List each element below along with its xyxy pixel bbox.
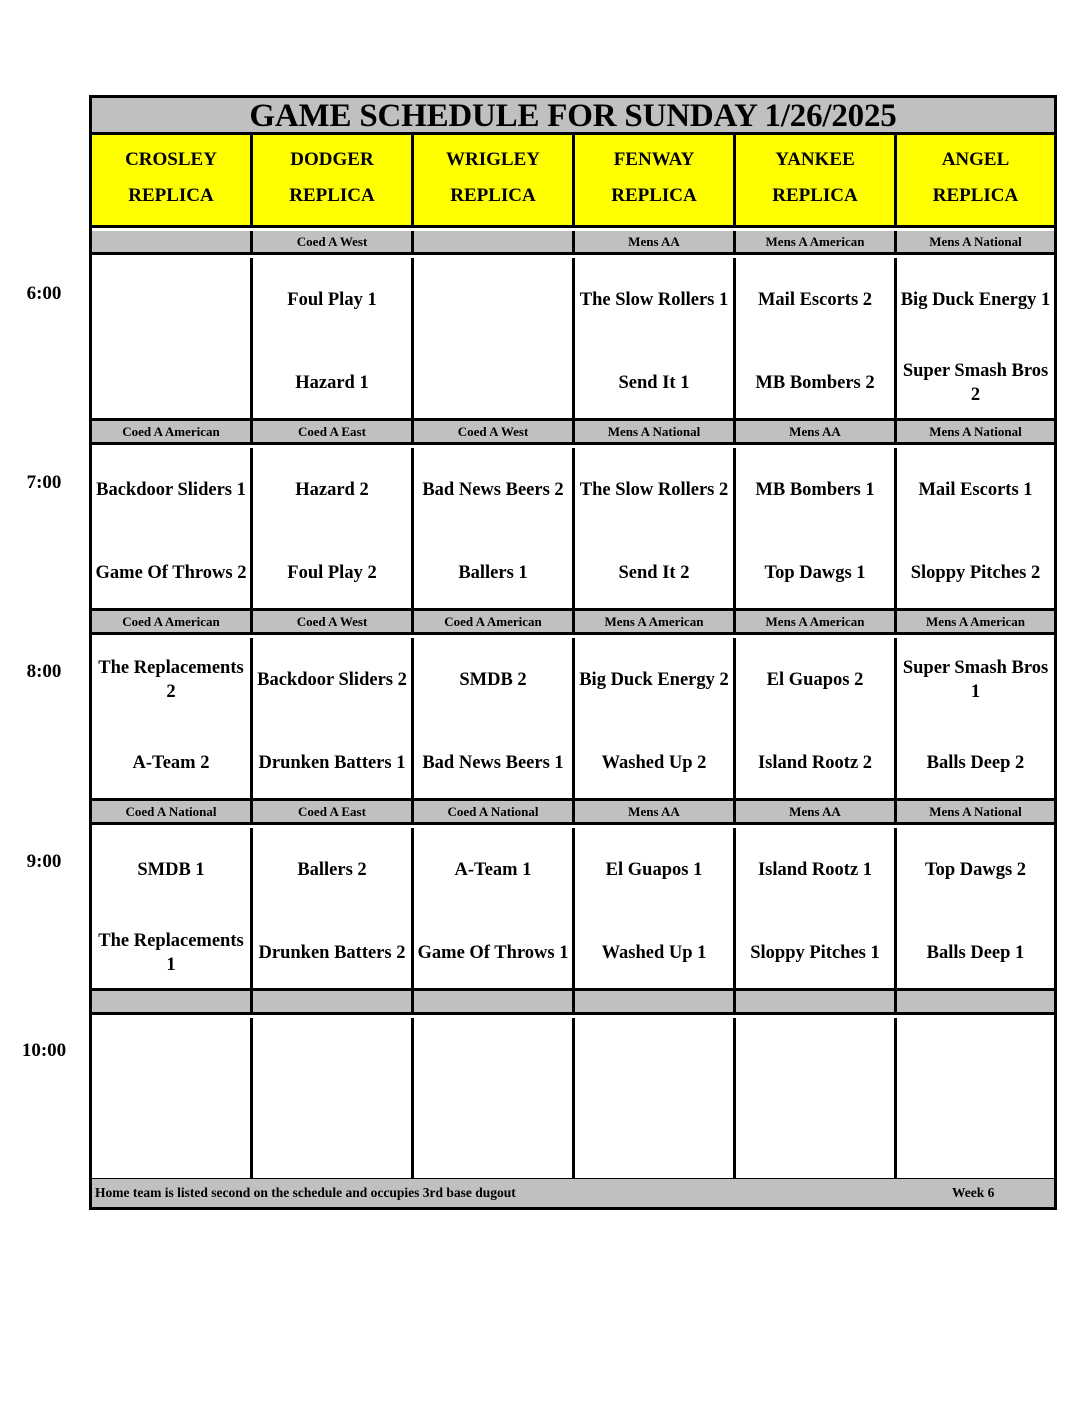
home-team: Super Smash Bros 2	[902, 361, 1049, 405]
division-label-yankee: Mens AA	[736, 421, 897, 442]
time-label-9-00: 9:00	[26, 851, 62, 872]
game-cell-dodger	[253, 828, 414, 988]
game-cell-wrigley	[414, 1018, 575, 1178]
game-cell-fenway	[575, 828, 736, 988]
game-cell-crosley	[92, 1018, 253, 1178]
away-team: The Slow Rollers 2	[579, 480, 729, 500]
game-cell-yankee	[736, 638, 897, 798]
away-team: The Replacements 2	[98, 658, 244, 702]
field-header-yankee	[736, 135, 897, 225]
game-row	[92, 1018, 1054, 1181]
division-label-crosley: Coed A American	[92, 611, 253, 632]
game-row	[92, 448, 1054, 611]
week-label: Week 6	[952, 1185, 995, 1200]
division-label-wrigley: Coed A West	[414, 421, 575, 442]
home-team: Send It 1	[618, 373, 690, 393]
division-label-dodger: Coed A West	[253, 231, 414, 252]
home-team: Foul Play 2	[287, 563, 377, 583]
field-sub: REPLICA	[932, 185, 1019, 206]
away-team: Backdoor Sliders 1	[96, 480, 246, 500]
time-label-7-00: 7:00	[26, 472, 62, 493]
home-team: Sloppy Pitches 2	[910, 563, 1041, 583]
away-team: Backdoor Sliders 2	[257, 670, 407, 690]
home-team: Balls Deep 1	[926, 943, 1025, 963]
field-sub: REPLICA	[128, 185, 214, 206]
game-cell-angel	[897, 1018, 1054, 1178]
time-label-10-00: 10:00	[21, 1040, 67, 1061]
game-cell-yankee	[736, 258, 897, 418]
away-team: SMDB 1	[137, 860, 205, 880]
schedule-title: GAME SCHEDULE FOR SUNDAY 1/26/2025	[92, 98, 1054, 135]
division-label-crosley: Coed A National	[92, 801, 253, 822]
game-cell-angel	[897, 828, 1054, 988]
field-name: WRIGLEY	[446, 149, 540, 170]
division-label-yankee	[736, 991, 897, 1012]
footer-bar	[92, 1179, 1054, 1207]
game-cell-dodger	[253, 258, 414, 418]
home-team: Send It 2	[618, 563, 690, 583]
division-label-fenway: Mens AA	[575, 801, 736, 822]
division-label-angel: Mens A American	[897, 611, 1054, 632]
game-row	[92, 828, 1054, 991]
away-team: Bad News Beers 2	[422, 480, 564, 500]
game-cell-yankee	[736, 828, 897, 988]
home-team: Hazard 1	[295, 373, 369, 393]
away-team: El Guapos 2	[766, 670, 864, 690]
home-team: Drunken Batters 1	[258, 753, 406, 773]
game-cell-angel	[897, 638, 1054, 798]
game-cell-crosley	[92, 258, 253, 418]
schedule-grid	[89, 95, 1057, 1210]
field-sub: REPLICA	[611, 185, 697, 206]
game-row	[92, 258, 1054, 421]
home-team: MB Bombers 2	[755, 373, 875, 393]
game-cell-crosley	[92, 638, 253, 798]
field-name: YANKEE	[775, 149, 855, 170]
field-name: CROSLEY	[125, 149, 217, 170]
away-team: Mail Escorts 2	[757, 290, 873, 310]
game-cell-angel	[897, 258, 1054, 418]
field-sub: REPLICA	[772, 185, 858, 206]
home-team: Game Of Throws 1	[417, 943, 569, 963]
home-team: Bad News Beers 1	[422, 753, 564, 773]
field-header-wrigley	[414, 135, 575, 225]
away-team: Ballers 2	[297, 860, 367, 880]
home-team: A-Team 2	[132, 753, 210, 773]
away-team: A-Team 1	[454, 860, 532, 880]
field-header-fenway	[575, 135, 736, 225]
division-label-yankee: Mens AA	[736, 801, 897, 822]
away-team: Big Duck Energy 1	[900, 290, 1051, 310]
time-label-8-00: 8:00	[26, 661, 62, 682]
game-cell-fenway	[575, 448, 736, 608]
field-name: ANGEL	[941, 149, 1010, 170]
home-team: Balls Deep 2	[926, 753, 1025, 773]
away-team: Big Duck Energy 2	[579, 670, 729, 690]
division-label-wrigley: Coed A American	[414, 611, 575, 632]
home-team: Top Dawgs 1	[764, 563, 866, 583]
division-label-fenway: Mens AA	[575, 231, 736, 252]
division-label-angel: Mens A National	[897, 801, 1054, 822]
division-label-angel: Mens A National	[897, 421, 1054, 442]
home-team: Game Of Throws 2	[95, 563, 247, 583]
field-name: FENWAY	[613, 149, 695, 170]
field-name: DODGER	[290, 149, 374, 170]
home-team: The Replacements 1	[98, 931, 244, 975]
home-team: Ballers 1	[458, 563, 528, 583]
game-cell-wrigley	[414, 638, 575, 798]
division-label-yankee: Mens A American	[736, 611, 897, 632]
division-label-wrigley: Coed A National	[414, 801, 575, 822]
field-header-crosley	[92, 135, 253, 225]
division-row	[92, 801, 1054, 825]
division-label-angel	[897, 991, 1054, 1012]
division-label-dodger: Coed A East	[253, 421, 414, 442]
away-team: Mail Escorts 1	[918, 480, 1033, 500]
game-cell-dodger	[253, 1018, 414, 1178]
game-cell-crosley	[92, 448, 253, 608]
field-sub: REPLICA	[450, 185, 536, 206]
division-label-crosley: Coed A American	[92, 421, 253, 442]
division-label-crosley	[92, 231, 253, 252]
away-team: El Guapos 1	[605, 860, 703, 880]
division-label-fenway	[575, 991, 736, 1012]
away-team: MB Bombers 1	[755, 480, 875, 500]
away-team: Island Rootz 1	[757, 860, 873, 880]
field-header-row	[92, 135, 1054, 228]
away-team: Hazard 2	[295, 480, 369, 500]
division-row	[92, 991, 1054, 1015]
away-team: Top Dawgs 2	[924, 860, 1027, 880]
away-team: The Slow Rollers 1	[579, 290, 729, 310]
division-label-angel: Mens A National	[897, 231, 1054, 252]
division-label-yankee: Mens A American	[736, 231, 897, 252]
game-cell-crosley	[92, 828, 253, 988]
game-cell-fenway	[575, 638, 736, 798]
away-team: Foul Play 1	[287, 290, 377, 310]
away-team: Super Smash Bros 1	[902, 658, 1049, 702]
field-header-angel	[897, 135, 1054, 225]
game-cell-dodger	[253, 638, 414, 798]
home-team: Washed Up 1	[601, 943, 707, 963]
time-label-6-00: 6:00	[26, 283, 62, 304]
game-cell-yankee	[736, 448, 897, 608]
division-row	[92, 231, 1054, 255]
home-team: Island Rootz 2	[757, 753, 873, 773]
game-cell-wrigley	[414, 828, 575, 988]
away-team: SMDB 2	[459, 670, 527, 690]
game-cell-angel	[897, 448, 1054, 608]
game-cell-fenway	[575, 1018, 736, 1178]
home-team: Sloppy Pitches 1	[750, 943, 880, 963]
game-cell-dodger	[253, 448, 414, 608]
division-label-dodger: Coed A West	[253, 611, 414, 632]
division-row	[92, 611, 1054, 635]
division-label-wrigley	[414, 231, 575, 252]
division-label-fenway: Mens A American	[575, 611, 736, 632]
division-row	[92, 421, 1054, 445]
game-row	[92, 638, 1054, 801]
game-cell-wrigley	[414, 258, 575, 418]
game-cell-wrigley	[414, 448, 575, 608]
division-label-wrigley	[414, 991, 575, 1012]
field-header-dodger	[253, 135, 414, 225]
division-label-fenway: Mens A National	[575, 421, 736, 442]
game-cell-fenway	[575, 258, 736, 418]
division-label-dodger: Coed A East	[253, 801, 414, 822]
division-label-dodger	[253, 991, 414, 1012]
game-cell-yankee	[736, 1018, 897, 1178]
home-team-note: Home team is listed second on the schedule and occupies 3rd base dugout	[95, 1185, 516, 1200]
division-label-crosley	[92, 991, 253, 1012]
home-team: Drunken Batters 2	[258, 943, 406, 963]
field-sub: REPLICA	[289, 185, 375, 206]
home-team: Washed Up 2	[601, 753, 707, 773]
